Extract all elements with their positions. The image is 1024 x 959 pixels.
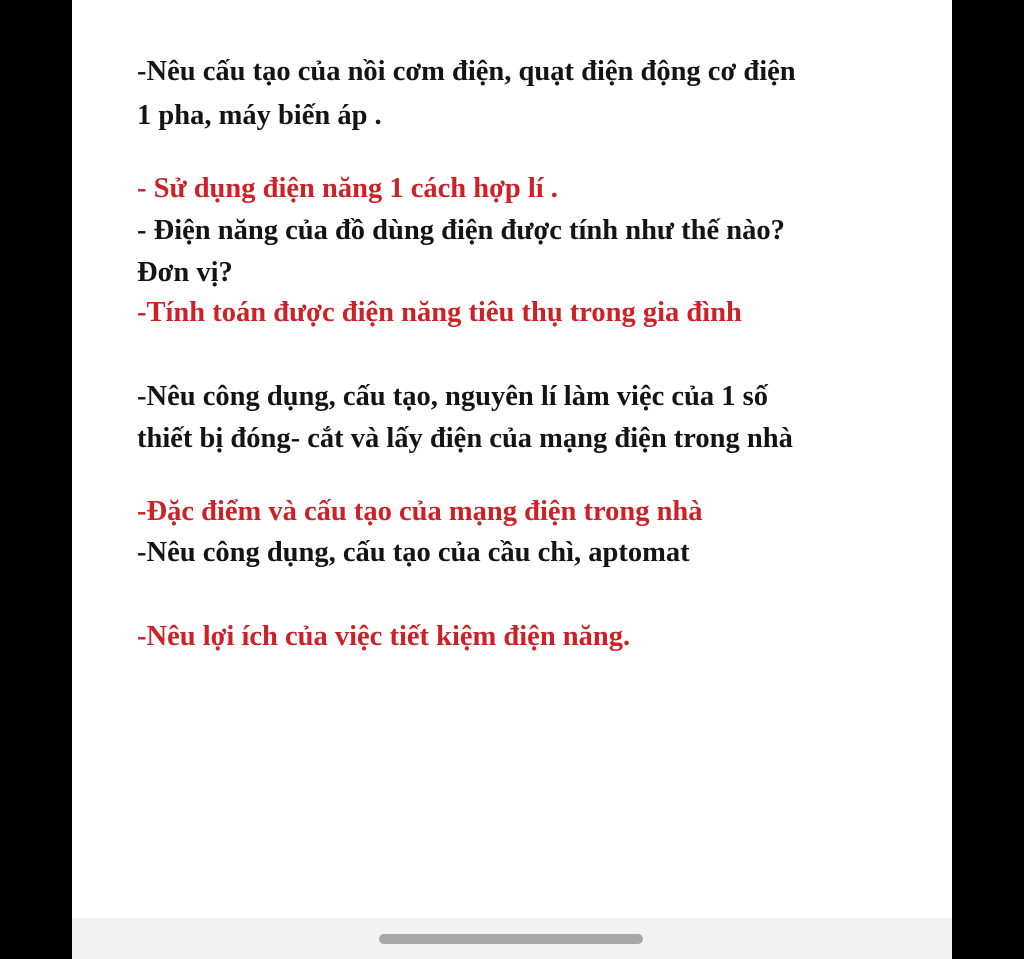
line-11: -Nêu lợi ích của việc tiết kiệm điện năng. [137,621,631,652]
line-9: -Đặc điểm và cấu tạo của mạng điện trong nhà [137,496,703,527]
line-1: -Nêu cấu tạo của nồi cơm điện, quạt điện động cơ điện [137,56,796,87]
line-8: thiết bị đóng- cắt và lấy điện của mạng điện trong nhà [137,423,793,454]
line-10: -Nêu công dụng, cấu tạo của cầu chì, aptomat [137,537,690,568]
home-indicator[interactable] [379,934,643,944]
line-3: - Sử dụng điện năng 1 cách hợp lí . [137,173,558,204]
line-4: - Điện năng của đồ dùng điện được tính như thế nào? [137,215,785,246]
document-page [72,0,952,959]
line-7: -Nêu công dụng, cấu tạo, nguyên lí làm việc của 1 số [137,381,768,412]
line-6: -Tính toán được điện năng tiêu thụ trong gia đình [137,297,742,328]
line-5: Đơn vị? [137,257,233,288]
line-2: 1 pha, máy biến áp . [137,100,382,131]
